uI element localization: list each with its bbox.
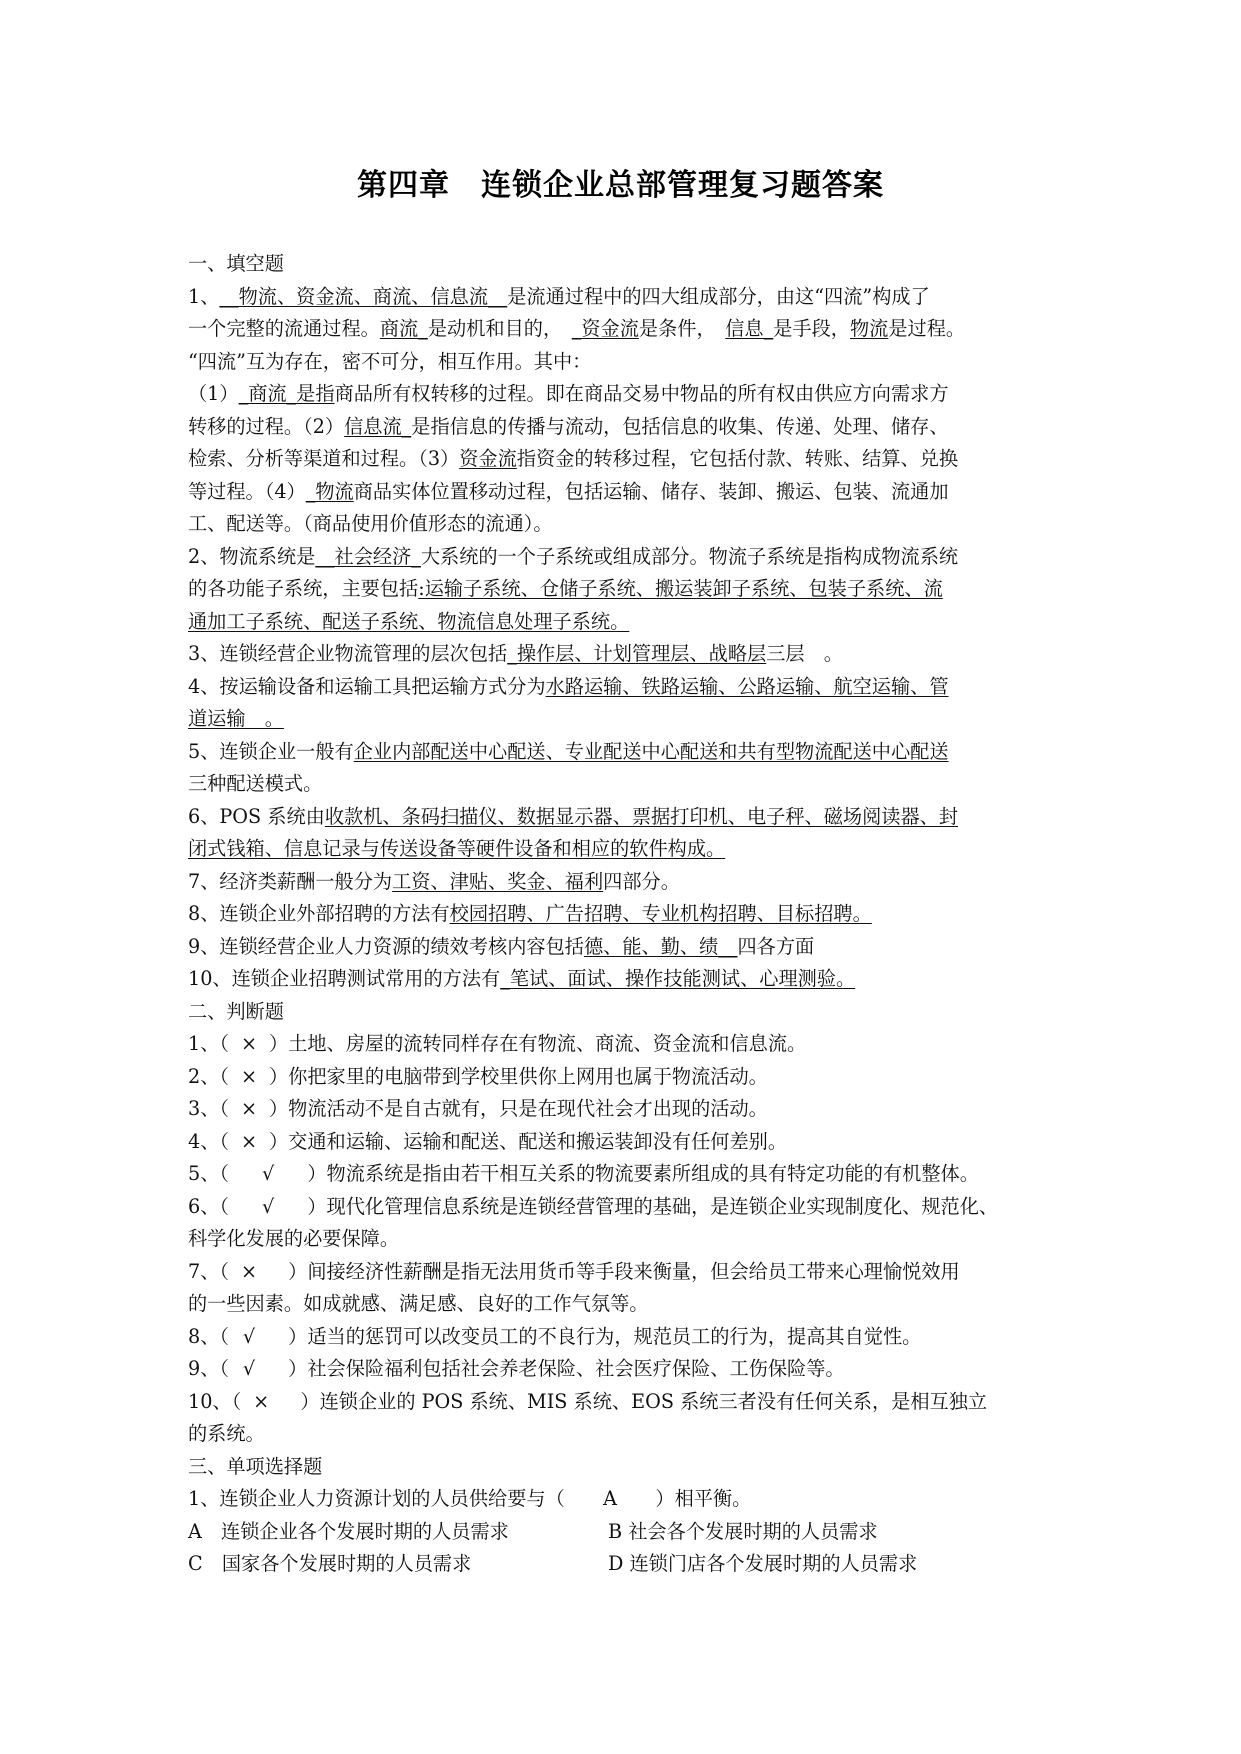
text-segment: D 连锁门店各个发展时期的人员需求 — [608, 1552, 918, 1575]
text-segment: 商品所有权转移的过程。即在商品交易中物品的所有权由供应方向需求方 — [334, 382, 949, 405]
document-body — [188, 248, 1058, 1581]
text-segment: 1、（ — [188, 1032, 229, 1055]
text-line — [188, 736, 1058, 769]
text-line — [188, 866, 1058, 899]
answer-text: __物流、资金流、商流、信息流__ — [219, 284, 508, 308]
text-line — [188, 1223, 1058, 1256]
page-title: 第四章 连锁企业总部管理复习题答案 — [357, 168, 884, 203]
text-line — [188, 1126, 1058, 1159]
text-line — [188, 1321, 1058, 1354]
text-segment: 是流通过程中的四大组成部分，由这“四流”构成了 — [507, 284, 930, 308]
text-segment: ）适当的惩罚可以改变员工的不良行为，规范员工的行为，提高其自觉性。 — [268, 1324, 922, 1348]
text-segment: 2、物流系统是 — [188, 544, 316, 568]
answer-mark: √ — [262, 1162, 275, 1185]
answer-mark: √ — [242, 1357, 256, 1380]
text-line — [188, 281, 1058, 314]
answer-text: _笔试、面试、操作技能测试、心理测验。 — [500, 967, 856, 990]
text-line — [188, 963, 1058, 996]
answer-text: 资金流 — [459, 447, 517, 470]
answer-text: __社会经济_ — [315, 544, 421, 568]
text-line — [188, 1061, 1058, 1094]
text-segment: 三层 。 — [766, 642, 843, 665]
text-line — [188, 1516, 1058, 1549]
text-segment: 是手段， — [773, 317, 850, 340]
text-segment: C 国家各个发展时期的人员需求 — [188, 1552, 472, 1575]
text-segment: 转移的过程。（2） — [188, 414, 345, 438]
text-segment: 4、（ — [188, 1129, 229, 1153]
text-segment: ）现代化管理信息系统是连锁经营管理的基础，是连锁企业实现制度化、规范化、 — [288, 1194, 999, 1218]
text-line — [188, 898, 1058, 931]
answer-mark: × — [240, 1064, 258, 1088]
text-line — [188, 1191, 1058, 1224]
text-line — [188, 931, 1058, 964]
answer-text: 企业内部配送中心配送、专业配送中心配送和共有型物流配送中心配送 — [353, 739, 949, 763]
text-segment: 是条件， — [638, 317, 726, 340]
text-line — [188, 833, 1058, 866]
answer-text: :运输子系统、仓储子系统、搬运装卸子系统、包装子系统、流 — [418, 577, 943, 600]
text-segment: 指资金的转移过程，它包括付款、转账、结算、兑换 — [516, 447, 959, 470]
answer-text: 校园招聘、广告招聘、专业机构招聘、目标招聘。 — [449, 902, 872, 925]
text-segment: 的各功能子系统，主要包括 — [188, 577, 419, 600]
answer-text: 德、能、勤、绩__ — [583, 934, 738, 958]
text-segment: 5、（ — [188, 1162, 249, 1185]
answer-text: _物流 — [305, 479, 354, 503]
text-segment: 的系统。 — [188, 1422, 265, 1445]
text-segment: B 社会各个发展时期的人员需求 — [608, 1519, 878, 1543]
text-segment: 等过程。（4） — [188, 479, 306, 503]
text-segment: 是动机和目的， — [427, 317, 572, 340]
text-segment: ）物流活动不是自古就有，只是在现代社会才出现的活动。 — [268, 1097, 768, 1120]
text-line — [188, 476, 1058, 509]
text-segment: ）你把家里的电脑带到学校里供你上网用也属于物流活动。 — [268, 1064, 768, 1088]
text-line — [188, 606, 1058, 639]
text-line — [188, 1483, 1058, 1516]
answer-text: 闭式钱箱、信息记录与传送设备等硬件设备和相应的软件构成。 — [188, 837, 726, 860]
answer-text: 收款机、条码扫描仪、数据显示器、票据打印机、电子秤、磁场阅读器、封 — [324, 804, 959, 828]
answer-mark: × — [240, 1032, 258, 1055]
text-segment: ）间接经济性薪酬是指无法用货币等手段来衡量，但会给员工带来心理愉悦效用 — [268, 1259, 960, 1283]
text-segment: 二、判断题 — [188, 999, 284, 1023]
text-segment: 三、单项选择题 — [188, 1454, 323, 1478]
text-segment: ）连锁企业的 POS 系统、MIS 系统、EOS 系统三者没有任何关系，是相互独立 — [281, 1389, 988, 1413]
text-line — [188, 1288, 1058, 1321]
answer-text: 通加工子系统、配送子系统、物流信息处理子系统。 — [188, 609, 630, 633]
text-segment: 1、 — [188, 284, 220, 308]
text-line — [188, 1158, 1058, 1191]
text-segment: “四流”互为存在，密不可分，相互作用。其中： — [188, 349, 592, 373]
text-line — [188, 443, 1058, 476]
text-segment: （1） — [188, 382, 239, 405]
text-line — [188, 346, 1058, 379]
text-segment: A 连锁企业各个发展时期的人员需求 — [188, 1519, 509, 1543]
text-line — [188, 1093, 1058, 1126]
answer-mark: × — [240, 1259, 258, 1283]
text-segment: 四各方面 — [737, 934, 815, 958]
answer-mark: × — [240, 1097, 258, 1120]
text-segment: 是过程。 — [888, 317, 966, 340]
text-segment: 3、（ — [188, 1097, 229, 1120]
text-segment: 7、经济类薪酬一般分为 — [188, 869, 393, 893]
answer-text: 信息_ — [725, 317, 774, 340]
text-segment: 科学化发展的必要保障。 — [188, 1227, 400, 1250]
answer-text: _操作层、计划管理层、战略层 — [507, 642, 767, 665]
text-segment: 9、（ — [188, 1357, 229, 1380]
text-line — [188, 378, 1058, 411]
text-line — [188, 768, 1058, 801]
text-segment: 商品实体位置移动过程，包括运输、储存、装卸、搬运、包装、流通加 — [353, 479, 949, 503]
answer-text: 商流_ — [379, 317, 428, 340]
text-segment: 三种配送模式。 — [188, 772, 323, 795]
answer-mark: √ — [262, 1194, 275, 1218]
answer-text: 道运输 。 — [188, 707, 284, 730]
text-line — [188, 248, 1058, 281]
text-segment: 8、（ — [188, 1324, 229, 1348]
text-segment: 一个完整的流通过程。 — [188, 317, 380, 340]
answer-mark: √ — [242, 1324, 256, 1348]
text-segment: 检索、分析等渠道和过程。（3） — [188, 447, 460, 470]
text-line — [188, 801, 1058, 834]
answer-mark: × — [240, 1129, 258, 1153]
text-line — [188, 508, 1058, 541]
text-line — [188, 1451, 1058, 1484]
text-line — [188, 541, 1058, 574]
text-line — [188, 1028, 1058, 1061]
text-segment: 4、按运输设备和运输工具把运输方式分为 — [188, 674, 546, 698]
text-segment: 10、连锁企业招聘测试常用的方法有 — [188, 967, 501, 990]
answer-text: 物流 — [849, 317, 889, 340]
text-segment: ）社会保险福利包括社会养老保险、社会医疗保险、工伤保险等。 — [268, 1357, 845, 1380]
text-segment: 工、配送等。（商品使用价值形态的流通）。 — [188, 512, 553, 535]
text-segment: 一、填空题 — [188, 252, 284, 275]
answer-text: 工资、津贴、奖金、福利 — [392, 869, 604, 893]
text-segment: 7、（ — [188, 1259, 229, 1283]
text-segment: 的一些因素。如成就感、满足感、良好的工作气氛等。 — [188, 1292, 649, 1315]
text-segment: ）交通和运输、运输和配送、配送和搬运装卸没有任何差别。 — [268, 1129, 788, 1153]
answer-mark: × — [253, 1389, 270, 1413]
text-segment: 8、连锁企业外部招聘的方法有 — [188, 902, 450, 925]
text-line — [188, 573, 1058, 606]
text-segment: 6、POS 系统由 — [188, 804, 325, 828]
text-line — [188, 671, 1058, 704]
text-line — [188, 1418, 1058, 1451]
answer-text: _商流_是指 — [238, 382, 335, 405]
text-line — [188, 1256, 1058, 1289]
text-line — [188, 411, 1058, 444]
answer-text: 水路运输、铁路运输、公路运输、航空运输、管 — [545, 674, 949, 698]
text-segment: 是指信息的传播与流动，包括信息的收集、传递、处理、储存、 — [411, 414, 949, 438]
text-segment: 四部分。 — [603, 869, 680, 893]
text-segment: 1、连锁企业人力资源计划的人员供给要与（ A ）相平衡。 — [188, 1487, 752, 1510]
text-segment: ）物流系统是指由若干相互关系的物流要素所组成的具有特定功能的有机整体。 — [288, 1162, 979, 1185]
text-line — [188, 1548, 1058, 1581]
text-segment: 6、（ — [188, 1194, 249, 1218]
answer-text: _资金流 — [571, 317, 639, 340]
text-segment: 大系统的一个子系统或组成部分。物流子系统是指构成物流系统 — [420, 544, 959, 568]
text-segment: ）土地、房屋的流转同样存在有物流、商流、资金流和信息流。 — [268, 1032, 807, 1055]
answer-text: 信息流_ — [344, 414, 412, 438]
text-segment: 10、（ — [188, 1389, 242, 1413]
text-line — [188, 1353, 1058, 1386]
text-segment: 3、连锁经营企业物流管理的层次包括 — [188, 642, 508, 665]
text-segment: 5、连锁企业一般有 — [188, 739, 354, 763]
text-line — [188, 638, 1058, 671]
text-segment: 2、（ — [188, 1064, 229, 1088]
text-line — [188, 1386, 1058, 1419]
text-line — [188, 313, 1058, 346]
text-segment: 9、连锁经营企业人力资源的绩效考核内容包括 — [188, 934, 584, 958]
text-line — [188, 703, 1058, 736]
text-line — [188, 996, 1058, 1029]
